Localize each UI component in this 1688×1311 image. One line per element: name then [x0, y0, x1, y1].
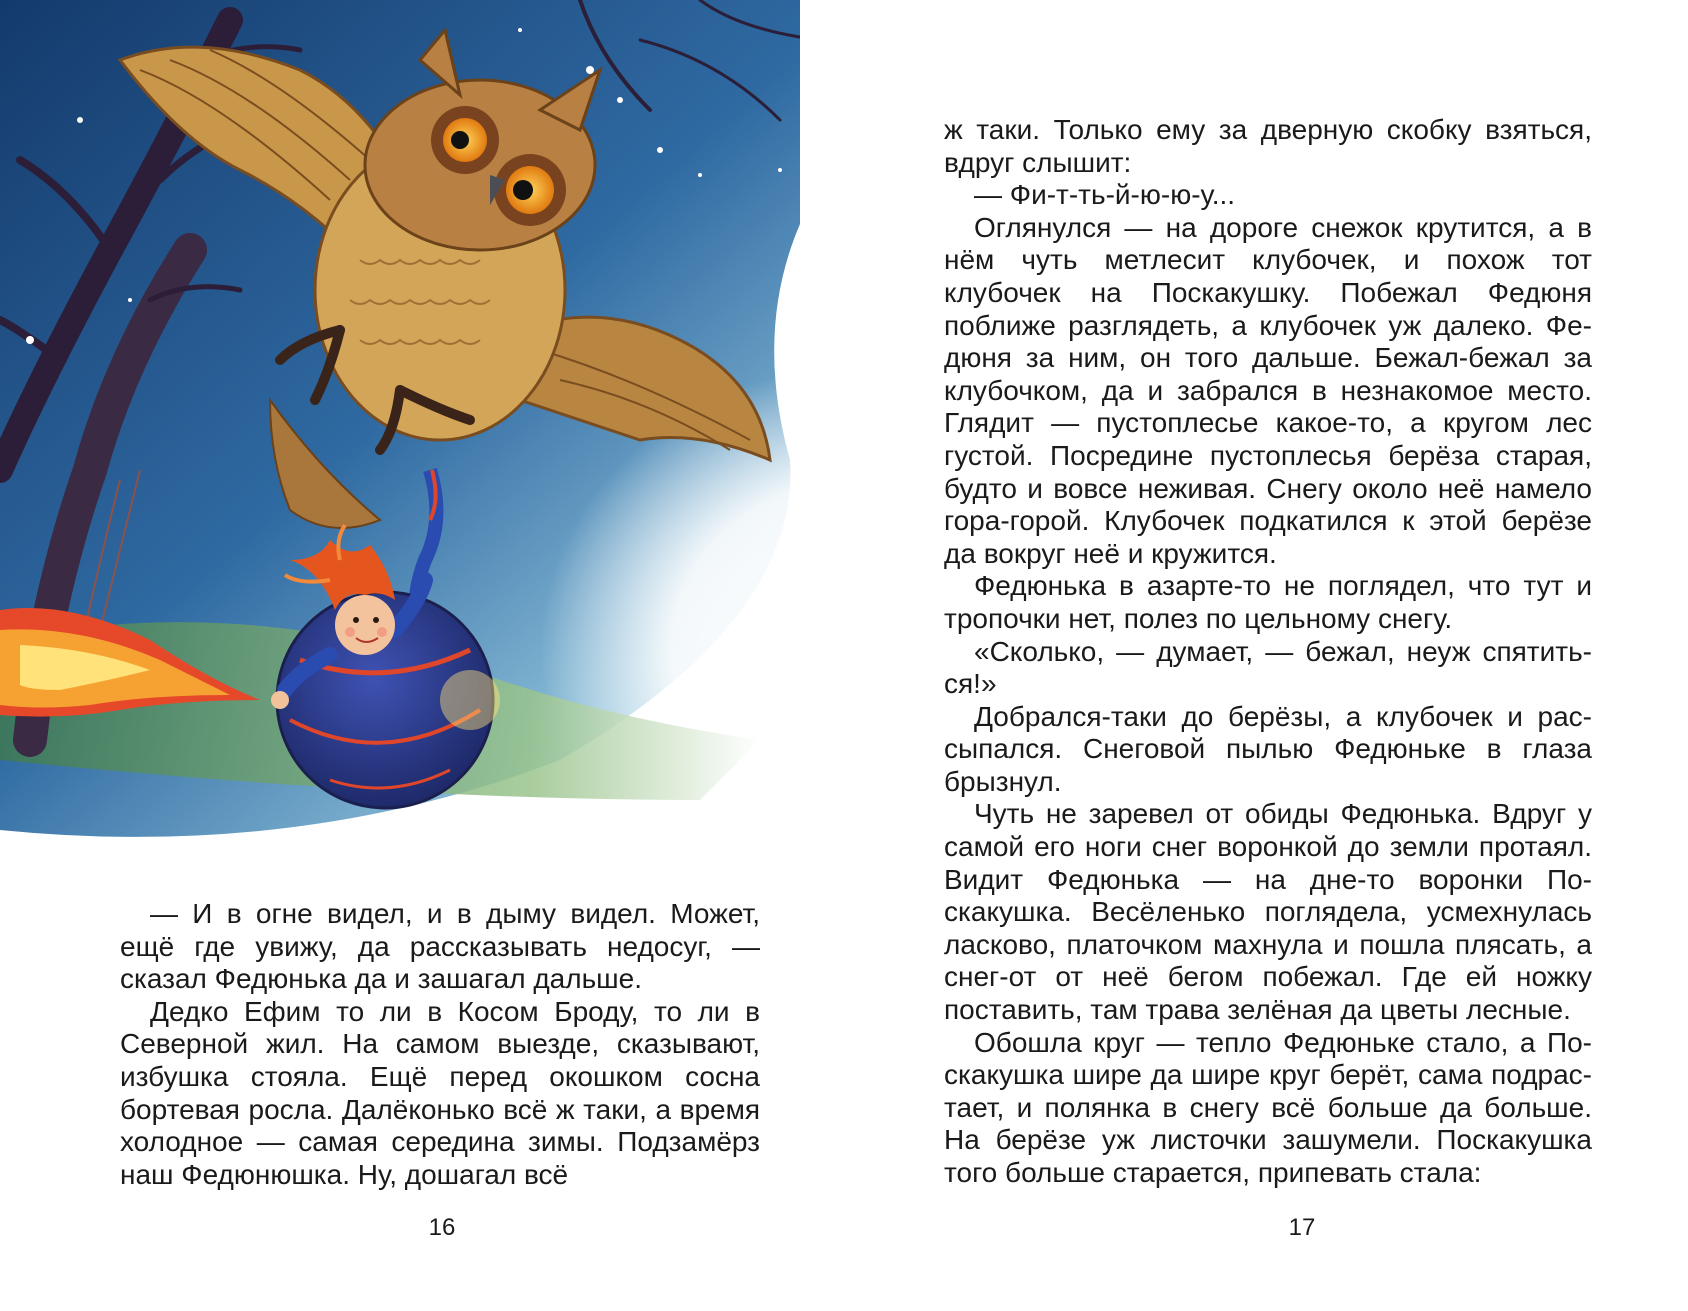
right-paragraph-6: Добрался-таки до берёзы, а клубочек и рассыпался. Снеговой пылью Федюньке в глаза брызнул. [944, 700, 1592, 797]
right-paragraph-5: «Сколько, — думает, — бежал, неуж спятиться!» [944, 635, 1592, 700]
left-paragraph-2: Дедко Ефим то ли в Косом Броду, то ли в Северной жил. На самом выезде, сказывают, избушка стояла. Ещё перед окошком сосна бортевая росла. Далёконько всё ж таки, а время холодное — самая середина зимы. Подзамёрз наш Федюнюшка. Ну, дошагал всё [120, 995, 760, 1190]
left-paragraph-1: — И в огне видел, и в дыму видел. Может, ещё где увижу, да рассказывать недосуг, — сказал Федюнька да и зашагал дальше. [120, 898, 760, 995]
page-number-left: 16 [428, 1214, 456, 1241]
page-number-right: 17 [1288, 1214, 1316, 1241]
right-paragraph-1: ж таки. Только ему за дверную скобку взяться, вдруг слышит: [944, 114, 1592, 178]
right-paragraph-4: Федюнька в азарте-то не поглядел, что тут и тропочки нет, полез по цельному снегу. [944, 570, 1592, 634]
right-paragraph-2: — Фи-т-ть-й-ю-ю-у... [974, 179, 1236, 211]
right-page-text [944, 114, 1592, 1190]
right-paragraph-7: Чуть не заревел от обиды Федюнька. Вдруг у самой его ноги снег воронкой до земли протаял. Видит Федюнька — на дне-то воронки Поскакушка. Весёленько поглядела, усмехнулась ласково, платочком махнула и пошла плясать, а снег-от от неё бегом побежал. Где ей ножку поставить, там трава зелёная да цветы лесные. [944, 798, 1592, 1026]
right-page [844, 0, 1688, 1311]
right-paragraph-8: Обошла круг — тепло Федюньке стало, а Поскакушка шире да шире круг берёт, сама подрастает, и полянка в снегу всё больше да больше. На берёзе уж листочки зашумели. Поскакушка того больше старается, припевать стала: [944, 1026, 1592, 1188]
right-paragraph-3: Оглянулся — на дороге снежок крутится, а в нём чуть метлесит клубочек, и похож тот клубочек на Поскакушку. Побежал Федюня поближе разглядеть, а клубочек уж далеко. Федюня за ним, он того дальше. Бежал-бежал за клубочком, да и забрался в незнакомое место. Глядит — пустоплесье какое-то, а кругом лес густой. Посредине пустоплесья берёза старая, будто и вовсе неживая. Снегу около неё намело гора-горой. Клубочек подкатился к этой берёзе да вокруг неё и кружится. [944, 211, 1592, 569]
left-page-text [120, 898, 760, 1191]
owl-illustration [0, 0, 800, 880]
illustration-svg [0, 0, 800, 880]
